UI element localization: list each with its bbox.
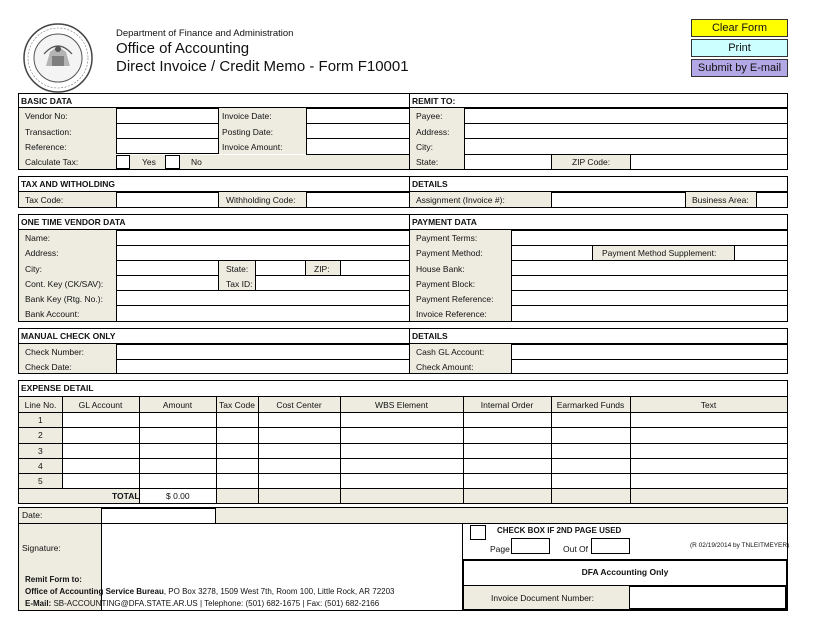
- vendor-city-label: City:: [25, 264, 42, 274]
- assignment-label: Assignment (Invoice #):: [416, 195, 505, 205]
- print-button[interactable]: Print: [691, 39, 788, 57]
- expense-cell[interactable]: [217, 428, 258, 442]
- state-seal: [22, 22, 94, 94]
- remit-address-field[interactable]: [464, 123, 788, 139]
- expense-cell[interactable]: [341, 428, 463, 442]
- expense-cell[interactable]: [63, 413, 139, 427]
- bank-key-label: Bank Key (Rtg. No.):: [25, 294, 103, 304]
- check-amount-field[interactable]: [511, 359, 788, 374]
- form-title: Direct Invoice / Credit Memo - Form F10001: [116, 58, 409, 75]
- second-page-label: CHECK BOX IF 2ND PAGE USED: [497, 526, 622, 535]
- withholding-code-label: Withholding Code:: [226, 195, 296, 205]
- calc-tax-no-checkbox[interactable]: [165, 155, 180, 169]
- submit-email-button[interactable]: Submit by E-mail: [691, 59, 788, 77]
- posting-date-label: Posting Date:: [222, 127, 274, 137]
- posting-date-field[interactable]: [306, 123, 410, 139]
- vendor-zip-label: ZIP:: [314, 264, 330, 274]
- expense-cell[interactable]: [341, 474, 463, 488]
- invoice-date-field[interactable]: [306, 108, 410, 124]
- dfa-accounting-only-label: DFA Accounting Only: [581, 567, 669, 577]
- basic-data-header: BASIC DATA: [21, 96, 73, 106]
- payment-block-label: Payment Block:: [416, 279, 476, 289]
- revision-note: (R 02/19/2014 by TNLEITMEYER): [690, 542, 790, 549]
- payment-method-supplement-field[interactable]: [734, 245, 788, 261]
- calc-tax-yes-label: Yes: [142, 157, 156, 167]
- remit-address-line: [25, 588, 395, 596]
- expense-detail-header: EXPENSE DETAIL: [21, 383, 94, 393]
- expense-line-number: 4: [38, 460, 43, 471]
- remit-zip-field[interactable]: [630, 154, 788, 170]
- tax-withholding-header: TAX AND WITHOLDING: [21, 179, 115, 189]
- remit-state-label: State:: [416, 157, 439, 167]
- expense-cell[interactable]: [464, 444, 551, 458]
- expense-cell[interactable]: [63, 444, 139, 458]
- invoice-amount-label: Invoice Amount:: [222, 142, 283, 152]
- check-amount-label: Check Amount:: [416, 362, 474, 372]
- expense-column-header: Text: [700, 400, 717, 410]
- expense-cell[interactable]: [341, 444, 463, 458]
- expense-cell[interactable]: [259, 474, 340, 488]
- bank-key-field[interactable]: [116, 290, 410, 306]
- payment-terms-label: Payment Terms:: [416, 233, 478, 243]
- out-of-field[interactable]: [591, 538, 630, 554]
- bank-account-label: Bank Account:: [25, 309, 80, 319]
- expense-cell[interactable]: [140, 459, 216, 473]
- vendor-address-field[interactable]: [116, 245, 410, 261]
- tax-id-field[interactable]: [255, 275, 410, 291]
- expense-total-value: $ 0.00: [166, 491, 190, 501]
- expense-total-label: TOTAL: [112, 491, 140, 501]
- bureau-name: Office of Accounting Service Bureau: [25, 587, 164, 596]
- calc-tax-no-label: No: [191, 157, 202, 167]
- reference-label: Reference:: [25, 142, 67, 152]
- house-bank-field[interactable]: [511, 260, 788, 276]
- clear-form-button[interactable]: Clear Form: [691, 19, 788, 37]
- remit-form-to: Remit Form to:: [25, 575, 82, 584]
- date-field[interactable]: [101, 508, 216, 524]
- expense-cell[interactable]: [140, 413, 216, 427]
- withholding-code-field[interactable]: [306, 192, 410, 208]
- payment-data-header: PAYMENT DATA: [412, 217, 477, 227]
- payee-label: Payee:: [416, 111, 443, 121]
- payment-method-supplement-label: Payment Method Supplement:: [602, 248, 717, 258]
- date-label: Date:: [22, 510, 43, 520]
- page-label: Page: [490, 544, 510, 554]
- vendor-state-label: State:: [226, 264, 249, 274]
- vendor-city-field[interactable]: [116, 260, 219, 276]
- invoice-document-number-field[interactable]: [629, 586, 786, 609]
- cash-gl-account-label: Cash GL Account:: [416, 347, 485, 357]
- check-date-label: Check Date:: [25, 362, 72, 372]
- bureau-address: , PO Box 3278, 1509 West 7th, Room 100, Little Rock, AR 72203: [163, 587, 395, 596]
- expense-cell[interactable]: [140, 474, 216, 488]
- check-number-field[interactable]: [116, 344, 410, 360]
- expense-cell[interactable]: [217, 459, 258, 473]
- invoice-amount-field[interactable]: [306, 138, 410, 155]
- details-header-2: DETAILS: [412, 331, 448, 341]
- cont-key-label: Cont. Key (CK/SAV):: [25, 279, 104, 289]
- expense-column-header: GL Account: [78, 400, 123, 410]
- invoice-reference-label: Invoice Reference:: [416, 309, 487, 319]
- office-name: Office of Accounting: [116, 40, 250, 57]
- expense-cell[interactable]: [552, 474, 630, 488]
- email-label: E-Mail:: [25, 599, 52, 608]
- vendor-zip-field[interactable]: [340, 260, 410, 276]
- expense-column-header: Cost Center: [276, 400, 322, 410]
- invoice-date-label: Invoice Date:: [222, 111, 272, 121]
- payment-method-label: Payment Method:: [416, 248, 483, 258]
- expense-cell[interactable]: [259, 444, 340, 458]
- expense-column-header: WBS Element: [375, 400, 428, 410]
- expense-cell[interactable]: [217, 413, 258, 427]
- expense-column-header: Tax Code: [219, 400, 255, 410]
- expense-cell[interactable]: [631, 474, 787, 488]
- expense-cell[interactable]: [341, 459, 463, 473]
- expense-cell[interactable]: [259, 459, 340, 473]
- bank-account-field[interactable]: [116, 305, 410, 322]
- check-number-label: Check Number:: [25, 347, 85, 357]
- expense-cell[interactable]: [140, 444, 216, 458]
- second-page-checkbox[interactable]: [470, 525, 486, 540]
- vendor-no-label: Vendor No:: [25, 111, 68, 121]
- manual-check-header: MANUAL CHECK ONLY: [21, 331, 116, 341]
- cont-key-field[interactable]: [116, 275, 219, 291]
- transaction-field[interactable]: [116, 123, 219, 139]
- expense-cell[interactable]: [631, 428, 787, 442]
- expense-cell[interactable]: [63, 428, 139, 442]
- check-date-field[interactable]: [116, 359, 410, 374]
- remit-to-header: REMIT TO:: [412, 96, 456, 106]
- department-name: Department of Finance and Administration: [116, 28, 294, 39]
- remit-city-label: City:: [416, 142, 433, 152]
- remit-contact-line: [25, 600, 379, 608]
- expense-cell[interactable]: [140, 428, 216, 442]
- remit-address-label: Address:: [416, 127, 450, 137]
- expense-cell[interactable]: [552, 413, 630, 427]
- payee-field[interactable]: [464, 108, 788, 124]
- expense-cell[interactable]: [217, 474, 258, 488]
- remit-city-field[interactable]: [464, 138, 788, 155]
- vendor-name-label: Name:: [25, 233, 51, 243]
- business-area-field[interactable]: [756, 192, 788, 208]
- house-bank-label: House Bank:: [416, 264, 465, 274]
- invoice-reference-field[interactable]: [511, 305, 788, 322]
- payment-block-field[interactable]: [511, 275, 788, 291]
- expense-cell[interactable]: [464, 413, 551, 427]
- expense-line-number: 5: [38, 476, 43, 486]
- out-of-label: Out Of: [563, 544, 589, 554]
- vendor-name-field[interactable]: [116, 230, 410, 246]
- payment-method-field[interactable]: [511, 245, 593, 261]
- expense-column-header: Earmarked Funds: [556, 400, 625, 410]
- assignment-field[interactable]: [551, 192, 686, 208]
- remit-zip-label: ZIP Code:: [572, 157, 611, 167]
- expense-cell[interactable]: [631, 459, 787, 473]
- expense-column-header: Internal Order: [480, 400, 534, 410]
- cash-gl-account-field[interactable]: [511, 344, 788, 360]
- expense-cell[interactable]: [631, 444, 787, 458]
- one-time-vendor-header: ONE TIME VENDOR DATA: [21, 217, 126, 227]
- details-header-1: DETAILS: [412, 179, 448, 189]
- invoice-document-number-label: Invoice Document Number:: [491, 593, 594, 603]
- signature-field[interactable]: [101, 523, 463, 611]
- expense-cell[interactable]: [341, 413, 463, 427]
- business-area-label: Business Area:: [692, 195, 749, 205]
- expense-cell[interactable]: [631, 413, 787, 427]
- expense-cell[interactable]: [552, 428, 630, 442]
- tax-code-label: Tax Code:: [25, 195, 64, 205]
- expense-cell[interactable]: [63, 459, 139, 473]
- expense-line-number: 3: [38, 445, 43, 456]
- signature-label: Signature:: [22, 543, 61, 553]
- expense-cell[interactable]: [552, 459, 630, 473]
- expense-cell[interactable]: [552, 444, 630, 458]
- calculate-tax-label: Calculate Tax:: [25, 157, 79, 167]
- calc-tax-yes-checkbox[interactable]: [116, 155, 130, 169]
- expense-cell[interactable]: [217, 444, 258, 458]
- payment-reference-label: Payment Reference:: [416, 294, 494, 304]
- page-number-field[interactable]: [511, 538, 550, 554]
- payment-terms-field[interactable]: [511, 230, 788, 246]
- expense-cell[interactable]: [63, 474, 139, 488]
- expense-column-header: Amount: [162, 400, 193, 410]
- expense-cell[interactable]: [259, 428, 340, 442]
- tax-code-field[interactable]: [116, 192, 219, 208]
- vendor-address-label: Address:: [25, 248, 59, 258]
- reference-field[interactable]: [116, 138, 219, 154]
- vendor-state-field[interactable]: [255, 260, 306, 276]
- expense-cell[interactable]: [259, 413, 340, 427]
- tax-id-label: Tax ID:: [226, 279, 253, 289]
- expense-column-header: Line No.: [24, 400, 57, 410]
- remit-state-field[interactable]: [464, 154, 552, 170]
- transaction-label: Transaction:: [25, 127, 72, 137]
- expense-cell[interactable]: [464, 474, 551, 488]
- expense-cell[interactable]: [464, 428, 551, 442]
- expense-line-number: 2: [38, 430, 43, 441]
- expense-cell[interactable]: [464, 459, 551, 473]
- expense-line-number: 1: [38, 415, 43, 426]
- payment-reference-field[interactable]: [511, 290, 788, 306]
- vendor-no-field[interactable]: [116, 108, 219, 124]
- contact-info: SB-ACCOUNTING@DFA.STATE.AR.US | Telephone: (501) 682-1675 | Fax: (501) 682-2166: [51, 599, 380, 608]
